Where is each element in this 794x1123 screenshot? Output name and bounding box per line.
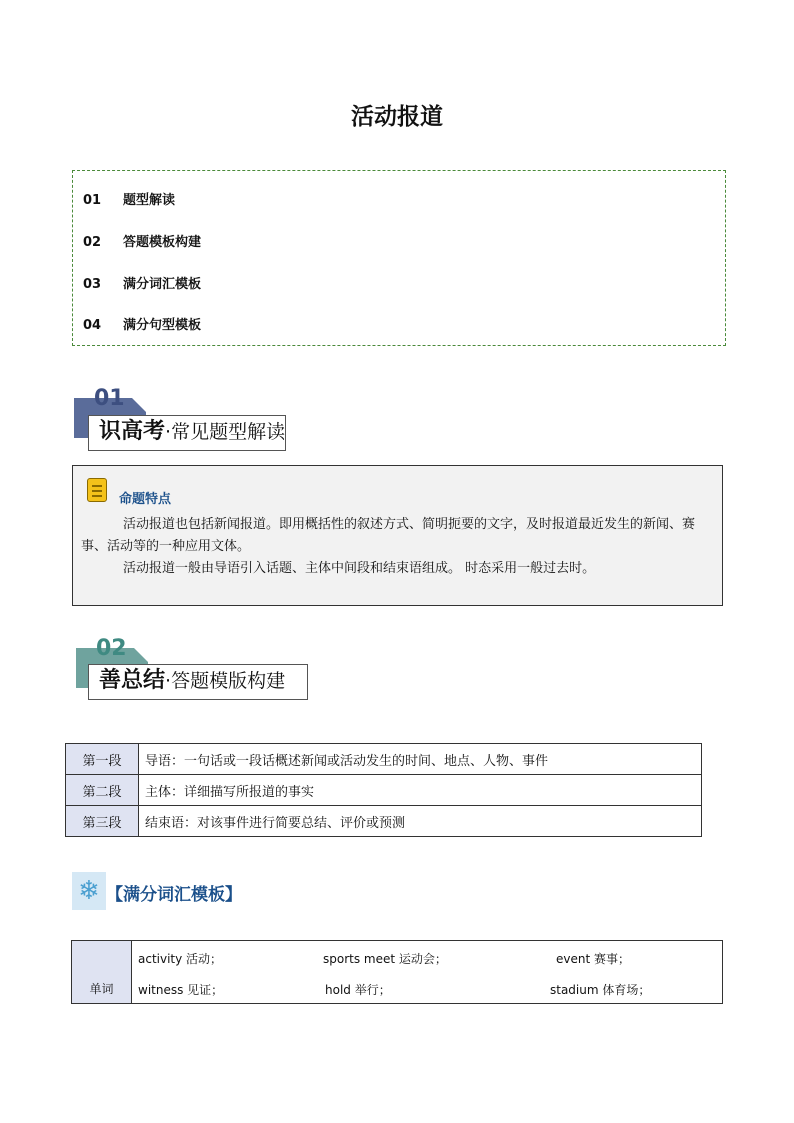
toc-number: 01 bbox=[83, 193, 102, 208]
vocab-table bbox=[71, 940, 723, 1004]
section-label-sep: · bbox=[165, 421, 172, 443]
vocab-title-text: 【满分词汇模板】 bbox=[106, 885, 242, 905]
vocab-word: hold 举行； bbox=[325, 983, 391, 997]
page-title: 活动报道 bbox=[351, 103, 443, 130]
toc-label: 答题模板构建 bbox=[123, 235, 202, 250]
vocab-head-cell: 单词 bbox=[72, 941, 132, 1004]
section-label-main: 识高考 bbox=[99, 419, 166, 444]
toc-label: 满分句型模板 bbox=[123, 318, 202, 333]
feature-title: 命题特点 bbox=[119, 492, 172, 507]
vocab-word: stadium 体育场； bbox=[550, 983, 651, 997]
feature-text bbox=[81, 514, 717, 580]
snowflake-icon: ❄ bbox=[72, 872, 106, 910]
vocab-body-cell bbox=[132, 941, 723, 1004]
table-row bbox=[66, 775, 702, 806]
section-label-sep: · bbox=[165, 670, 172, 692]
section-label bbox=[88, 415, 286, 451]
part-cell: 第二段 bbox=[66, 775, 139, 806]
section-label bbox=[88, 664, 308, 700]
vocab-word: event 赛事； bbox=[556, 952, 630, 966]
toc-number: 04 bbox=[83, 318, 102, 333]
toc-item[interactable] bbox=[83, 189, 175, 208]
content-cell: 导语：一句话或一段话概述新闻或活动发生的时间、地点、人物、事件 bbox=[139, 744, 702, 775]
vocab-word: activity 活动； bbox=[138, 952, 223, 966]
feature-paragraph: 活动报道也包括新闻报道。即用概括性的叙述方式、简明扼要的文字，及时报道最近发生的新闻、赛事、活动等的一种应用文体。 bbox=[81, 517, 696, 554]
toc-number: 02 bbox=[83, 235, 102, 250]
toc-number: 03 bbox=[83, 277, 102, 292]
section-label-main: 善总结 bbox=[99, 668, 166, 693]
part-cell: 第三段 bbox=[66, 806, 139, 837]
content-cell: 结束语：对该事件进行简要总结、评价或预测 bbox=[139, 806, 702, 837]
section-number: 02 bbox=[96, 636, 127, 661]
vocab-word: witness 见证； bbox=[138, 983, 224, 997]
table-row bbox=[66, 744, 702, 775]
table-of-contents bbox=[72, 170, 726, 346]
toc-label: 满分词汇模板 bbox=[123, 277, 202, 292]
section-label-sub: 常见题型解读 bbox=[171, 421, 286, 443]
section-label-sub: 答题模版构建 bbox=[171, 670, 286, 692]
toc-item[interactable] bbox=[83, 273, 201, 292]
content-cell: 主体：详细描写所报道的事实 bbox=[139, 775, 702, 806]
table-row bbox=[66, 806, 702, 837]
part-cell: 第一段 bbox=[66, 744, 139, 775]
toc-item[interactable] bbox=[83, 231, 201, 250]
notebook-icon bbox=[87, 478, 107, 502]
framework-table bbox=[65, 743, 702, 837]
table-row bbox=[72, 941, 723, 1004]
feature-paragraph: 活动报道一般由导语引入话题、主体中间段和结束语组成。 时态采用一般过去时。 bbox=[123, 561, 596, 576]
toc-item[interactable] bbox=[83, 314, 201, 333]
vocab-word: sports meet 运动会； bbox=[323, 952, 447, 966]
toc-label: 题型解读 bbox=[123, 193, 176, 208]
feature-box bbox=[72, 465, 723, 606]
section-number: 01 bbox=[94, 386, 125, 411]
